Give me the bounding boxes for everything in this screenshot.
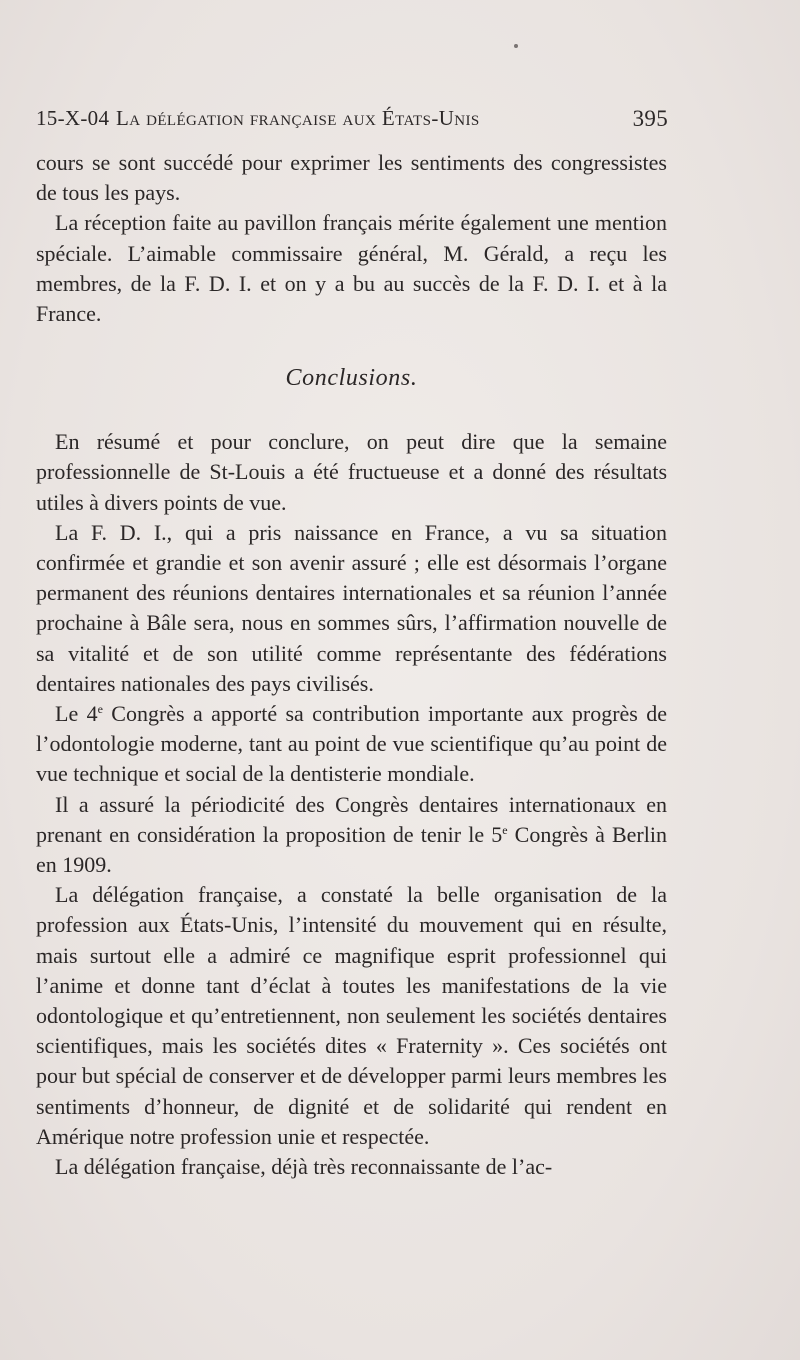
paragraph: La réception faite au pavillon français mérite également une mention spéciale. L’aimable commissaire général, M. Gérald, a reçu les membres, de la F. D. I. et on y a bu au succès de la F. D. I. et à la France.	[36, 210, 667, 327]
running-title: La délégation française aux États-Unis	[116, 106, 480, 130]
paragraph: En résumé et pour conclure, on peut dire que la semaine professionnelle de St-Louis a été fructueuse et a donné des résultats utiles à divers points de vue.	[36, 429, 667, 515]
paragraph-text: Il a assuré la périodicité des Congrès dentaires internationaux en prenant en considération la proposition de tenir le 5	[36, 791, 667, 847]
paragraph: La délégation française, déjà très reconnaissante de l’ac-	[55, 1154, 553, 1180]
section-heading: Conclusions.	[285, 365, 418, 392]
paragraph-text: Le 4	[55, 701, 98, 727]
page-body	[36, 148, 667, 1182]
paragraph	[36, 790, 667, 881]
paragraph-text: Congrès a apporté sa contribution importante aux progrès de l’odontologie moderne, tant au point de vue scientifique qu’au point de vue technique et social de la dentisterie mondiale.	[36, 701, 667, 787]
paragraph: La délégation française, a constaté la belle organisation de la profession aux États-Unis, l’intensité du mouvement qui en résulte, mais surtout elle a admiré ce magnifique esprit professionnel qui l’anime et donne tant d’éclat à toutes les manifestations de la vie odontologique et qu’entretiennent, non seulement les sociétés dentaires scientifiques, mais les sociétés dites « Fraternity ». Ces sociétés ont pour but spécial de conserver et de développer parmi leurs membres les sentiments d’honneur, de dignité et de solidarité qui rendent en Amérique notre profession unie et respectée.	[36, 882, 667, 1149]
print-speck	[514, 44, 518, 48]
page-number: 395	[632, 106, 668, 131]
ordinal-superscript: e	[97, 702, 103, 717]
paragraph: La F. D. I., qui a pris naissance en France, a vu sa situation confirmée et grandie et son avenir assuré ; elle est désormais l’organe permanent des réunions dentaires internationales et sa réunion l’année prochaine à Bâle sera, nous en sommes sûrs, l’affirmation nouvelle de sa vitalité et de son utilité comme représentante des fédérations dentaires nationales des pays civilisés.	[36, 519, 667, 696]
paragraph: cours se sont succédé pour exprimer les sentiments des congressistes de tous les pays.	[36, 150, 667, 206]
paragraph	[36, 699, 667, 790]
running-header	[36, 106, 668, 138]
paragraph-text: Congrès à Berlin en 1909.	[36, 821, 667, 878]
header-date: 15-X-04	[36, 106, 110, 130]
ordinal-superscript: e	[502, 822, 508, 837]
